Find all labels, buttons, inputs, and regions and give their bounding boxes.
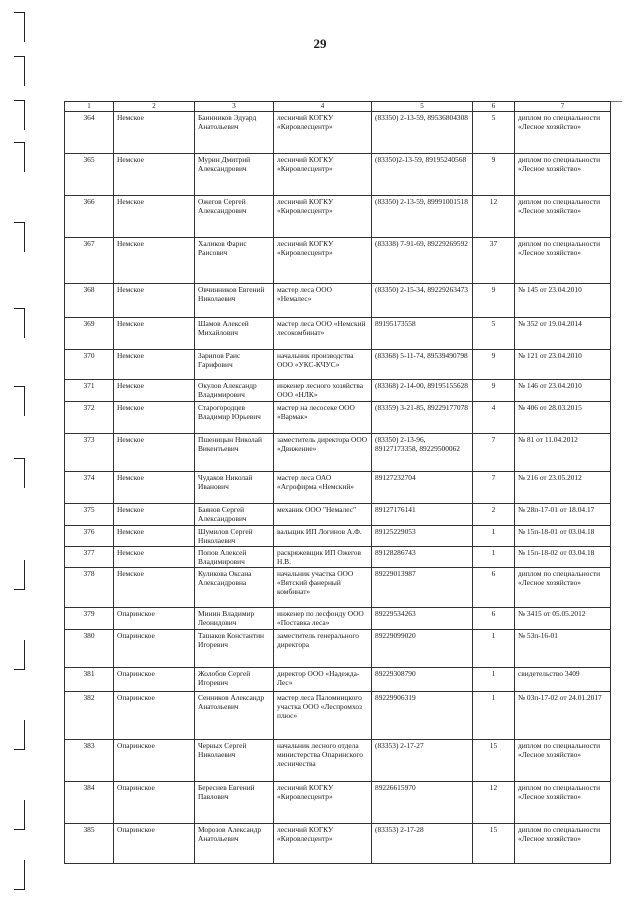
row-number-cell: 364 [65, 111, 114, 153]
table-row [65, 546, 611, 567]
table-row [65, 567, 611, 607]
phone-cell: (83350) 2-13-59, 89536804308 [372, 111, 473, 153]
forestry-name-cell: Немское [114, 567, 195, 607]
forestry-name-cell: Опаринское [114, 823, 195, 863]
position-cell: лесничий КОГКУ «Кировлесцентр» [274, 781, 372, 823]
experience-years-cell: 37 [473, 237, 515, 283]
forestry-name-cell: Немское [114, 111, 195, 153]
phone-cell: 89229013987 [372, 567, 473, 607]
table-row [65, 667, 611, 691]
phone-cell: 89195173558 [372, 317, 473, 349]
position-cell: мастер на лесосеке ООО «Вармак» [274, 401, 372, 433]
column-header: 3 [195, 102, 274, 112]
position-cell: мастер леса ОАО «Агрофирма «Немский» [274, 471, 372, 503]
person-name-cell: Сенников Александр Анатольевич [195, 691, 274, 739]
table-row [65, 781, 611, 823]
row-number-cell: 366 [65, 195, 114, 237]
table-row [65, 823, 611, 863]
binding-mark [14, 720, 28, 750]
column-header: 6 [473, 102, 515, 112]
certificate-cell: диплом по специальности «Лесное хозяйство» [515, 567, 611, 607]
certificate-cell: диплом по специальности «Лесное хозяйство» [515, 739, 611, 781]
table-body [65, 111, 611, 863]
person-name-cell: Зарипов Раис Гарифович [195, 349, 274, 379]
certificate-cell: № 145 от 23.04.2010 [515, 283, 611, 317]
row-number-cell: 369 [65, 317, 114, 349]
row-number-cell: 368 [65, 283, 114, 317]
row-number-cell: 372 [65, 401, 114, 433]
table-row [65, 629, 611, 667]
phone-cell: 89125229053 [372, 525, 473, 546]
position-cell: мастер леса ООО «Немалес» [274, 283, 372, 317]
certificate-cell: диплом по специальности «Лесное хозяйство» [515, 781, 611, 823]
position-cell: лесничий КОГКУ «Кировлесцентр» [274, 823, 372, 863]
person-name-cell: Минин Владимир Леонидович [195, 607, 274, 629]
person-name-cell: Чудаков Николай Иванович [195, 471, 274, 503]
experience-years-cell: 5 [473, 317, 515, 349]
table-row [65, 739, 611, 781]
table-row [65, 401, 611, 433]
binding-mark [14, 12, 28, 42]
experience-years-cell: 1 [473, 525, 515, 546]
certificate-cell: № 81 от 11.04.2012 [515, 433, 611, 471]
table-header-row [65, 102, 611, 112]
position-cell: лесничий КОГКУ «Кировлесцентр» [274, 195, 372, 237]
forestry-name-cell: Немское [114, 401, 195, 433]
forestry-name-cell: Опаринское [114, 781, 195, 823]
forestry-name-cell: Опаринское [114, 629, 195, 667]
certificate-cell: № 406 от 28.03.2015 [515, 401, 611, 433]
binding-mark [14, 800, 28, 830]
person-name-cell: Баянов Сергей Александрович [195, 503, 274, 525]
row-number-cell: 367 [65, 237, 114, 283]
experience-years-cell: 6 [473, 607, 515, 629]
binding-mark [14, 142, 28, 172]
position-cell: лесничий КОГКУ «Кировлесцентр» [274, 237, 372, 283]
position-cell: вальщик ИП Логинов А.Ф. [274, 525, 372, 546]
phone-cell: (83350)2-13-59, 89195240568 [372, 153, 473, 195]
column-header: 4 [274, 102, 372, 112]
forestry-name-cell: Немское [114, 237, 195, 283]
person-name-cell: Морозов Александр Анатольевич [195, 823, 274, 863]
phone-cell: (83359) 3-21-85, 89229177078 [372, 401, 473, 433]
row-number-cell: 375 [65, 503, 114, 525]
table-row [65, 111, 611, 153]
table-row [65, 503, 611, 525]
table-row [65, 283, 611, 317]
row-number-cell: 370 [65, 349, 114, 379]
person-name-cell: Пшеницын Николай Викентьевич [195, 433, 274, 471]
table-row [65, 317, 611, 349]
phone-cell: (83350) 2-13-59, 89991001518 [372, 195, 473, 237]
column-header: 1 [65, 102, 114, 112]
phone-cell: 89229906319 [372, 691, 473, 739]
table-row [65, 433, 611, 471]
row-number-cell: 381 [65, 667, 114, 691]
binding-mark [14, 308, 28, 338]
binding-mark [14, 860, 28, 890]
row-number-cell: 383 [65, 739, 114, 781]
experience-years-cell: 7 [473, 471, 515, 503]
person-name-cell: Окулов Александр Владимирович [195, 379, 274, 401]
position-cell: механик ООО "Немалес" [274, 503, 372, 525]
certificate-cell: № 352 от 19.04.2014 [515, 317, 611, 349]
forestry-name-cell: Немское [114, 546, 195, 567]
phone-cell: (83368) 5-11-74, 89539490798 [372, 349, 473, 379]
row-number-cell: 371 [65, 379, 114, 401]
phone-cell: 89229099020 [372, 629, 473, 667]
row-number-cell: 378 [65, 567, 114, 607]
person-name-cell: Шамов Алексей Михайлович [195, 317, 274, 349]
table-row [65, 195, 611, 237]
position-cell: заместитель генерального директора [274, 629, 372, 667]
binding-mark [14, 640, 28, 670]
binding-mark [14, 100, 28, 130]
binding-mark [14, 458, 28, 488]
person-name-cell: Попов Алексей Владимирович [195, 546, 274, 567]
person-name-cell: Шумилов Сергей Николаевич [195, 525, 274, 546]
forestry-name-cell: Опаринское [114, 607, 195, 629]
page-number: 29 [313, 36, 327, 51]
row-number-cell: 365 [65, 153, 114, 195]
position-cell: директор ООО «Надежда-Лес» [274, 667, 372, 691]
column-header: 5 [372, 102, 473, 112]
experience-years-cell: 9 [473, 153, 515, 195]
person-name-cell: Куликова Оксана Александровна [195, 567, 274, 607]
forestry-name-cell: Немское [114, 317, 195, 349]
binding-mark [14, 222, 28, 252]
scan-mark [610, 101, 622, 102]
row-number-cell: 376 [65, 525, 114, 546]
column-header: 7 [515, 102, 611, 112]
certificate-cell: № 3415 от 05.05.2012 [515, 607, 611, 629]
forestry-name-cell: Немское [114, 349, 195, 379]
experience-years-cell: 5 [473, 111, 515, 153]
certificate-cell: № 146 от 23.04.2010 [515, 379, 611, 401]
row-number-cell: 374 [65, 471, 114, 503]
certificate-cell: № 121 от 23.04.2010 [515, 349, 611, 379]
phone-cell: 89127232704 [372, 471, 473, 503]
position-cell: начальник участка ООО «Вятский фанерный комбинат» [274, 567, 372, 607]
position-cell: инженер по лесфонду ООО «Поставка леса» [274, 607, 372, 629]
position-cell: начальник производства ООО «УКС-КЧУС» [274, 349, 372, 379]
certificate-cell: диплом по специальности «Лесное хозяйство» [515, 237, 611, 283]
position-cell: мастер леса ООО «Немский лесокомбинат» [274, 317, 372, 349]
person-name-cell: Баннников Эдуард Анатольевич [195, 111, 274, 153]
phone-cell: (83338) 7-91-69, 89229269592 [372, 237, 473, 283]
person-name-cell: Старогородцев Владимир Юрьевич [195, 401, 274, 433]
position-cell: мастер леса Паломницкого участка ООО «Леспромхоз плюс» [274, 691, 372, 739]
phone-cell: (83368) 2-14-00, 89195155628 [372, 379, 473, 401]
certificate-cell: № 15п-18-01 от 03.04.18 [515, 525, 611, 546]
position-cell: раскряжевщик ИП Ожегов Н.В. [274, 546, 372, 567]
certificate-cell: диплом по специальности «Лесное хозяйство» [515, 823, 611, 863]
experience-years-cell: 2 [473, 503, 515, 525]
phone-cell: 89226615970 [372, 781, 473, 823]
row-number-cell: 380 [65, 629, 114, 667]
experience-years-cell: 12 [473, 195, 515, 237]
binding-mark [14, 56, 28, 86]
table-row [65, 379, 611, 401]
table-row [65, 471, 611, 503]
experience-years-cell: 7 [473, 433, 515, 471]
certificate-cell: диплом по специальности «Лесное хозяйство» [515, 153, 611, 195]
phone-cell: (83353) 2-17-28 [372, 823, 473, 863]
experience-years-cell: 15 [473, 739, 515, 781]
certificate-cell: № 53п-16-01 [515, 629, 611, 667]
position-cell: инженер лесного хозяйства ООО «НЛК» [274, 379, 372, 401]
forestry-name-cell: Опаринское [114, 691, 195, 739]
binding-mark [14, 386, 28, 416]
person-name-cell: Черных Сергей Николаевич [195, 739, 274, 781]
position-cell: заместитель директора ООО «Движение» [274, 433, 372, 471]
person-name-cell: Береснев Евгений Павлович [195, 781, 274, 823]
certificate-cell: № 03п-17-02 от 24.01.2017 [515, 691, 611, 739]
experience-years-cell: 15 [473, 823, 515, 863]
person-name-cell: Ташаков Константин Игоревич [195, 629, 274, 667]
position-cell: начальник лесного отдела министерства Опаринского лесничества [274, 739, 372, 781]
row-number-cell: 385 [65, 823, 114, 863]
experience-years-cell: 1 [473, 667, 515, 691]
forestry-name-cell: Немское [114, 195, 195, 237]
person-name-cell: Мурин Дмитрий Александрович [195, 153, 274, 195]
forestry-name-cell: Немское [114, 379, 195, 401]
forestry-name-cell: Немское [114, 525, 195, 546]
table-row [65, 153, 611, 195]
forestry-name-cell: Опаринское [114, 739, 195, 781]
experience-years-cell: 6 [473, 567, 515, 607]
certificate-cell: диплом по специальности «Лесное хозяйство» [515, 195, 611, 237]
row-number-cell: 377 [65, 546, 114, 567]
experience-years-cell: 1 [473, 546, 515, 567]
phone-cell: (83353) 2-17-27 [372, 739, 473, 781]
table-row [65, 691, 611, 739]
column-header: 2 [114, 102, 195, 112]
experience-years-cell: 12 [473, 781, 515, 823]
table-row [65, 349, 611, 379]
forestry-name-cell: Немское [114, 503, 195, 525]
forestry-name-cell: Немское [114, 153, 195, 195]
phone-cell: 89127176141 [372, 503, 473, 525]
forestry-name-cell: Немское [114, 283, 195, 317]
experience-years-cell: 1 [473, 691, 515, 739]
certificate-cell: № 28п-17-01 от 18.04.17 [515, 503, 611, 525]
certificate-cell: диплом по специальности «Лесное хозяйство» [515, 111, 611, 153]
table-row [65, 607, 611, 629]
phone-cell: (83350) 2-15-34, 89229263473 [372, 283, 473, 317]
certificate-cell: № 216 от 23.05.2012 [515, 471, 611, 503]
phone-cell: 89128286743 [372, 546, 473, 567]
forestry-name-cell: Немское [114, 471, 195, 503]
person-name-cell: Халиков Фарис Раисович [195, 237, 274, 283]
position-cell: лесничий КОГКУ «Кировлесцентр» [274, 153, 372, 195]
experience-years-cell: 4 [473, 401, 515, 433]
certificate-cell: свидетельство 3409 [515, 667, 611, 691]
row-number-cell: 379 [65, 607, 114, 629]
experience-years-cell: 9 [473, 379, 515, 401]
forestry-name-cell: Опаринское [114, 667, 195, 691]
person-name-cell: Ожегов Сергей Александрович [195, 195, 274, 237]
experience-years-cell: 9 [473, 349, 515, 379]
row-number-cell: 382 [65, 691, 114, 739]
certificate-cell: № 15п-18-02 от 03.04.18 [515, 546, 611, 567]
binding-mark [14, 560, 28, 590]
table-row [65, 525, 611, 546]
experience-years-cell: 1 [473, 629, 515, 667]
phone-cell: (83350) 2-13-96, 89127173358, 89229500062 [372, 433, 473, 471]
position-cell: лесничий КОГКУ «Кировлесцентр» [274, 111, 372, 153]
experience-years-cell: 9 [473, 283, 515, 317]
phone-cell: 89229308790 [372, 667, 473, 691]
forestry-name-cell: Немское [114, 433, 195, 471]
row-number-cell: 373 [65, 433, 114, 471]
specialists-table [64, 101, 611, 864]
table-row [65, 237, 611, 283]
person-name-cell: Овчинников Евгений Николаевич [195, 283, 274, 317]
phone-cell: 89229534263 [372, 607, 473, 629]
row-number-cell: 384 [65, 781, 114, 823]
person-name-cell: Жолобов Сергей Игоревич [195, 667, 274, 691]
